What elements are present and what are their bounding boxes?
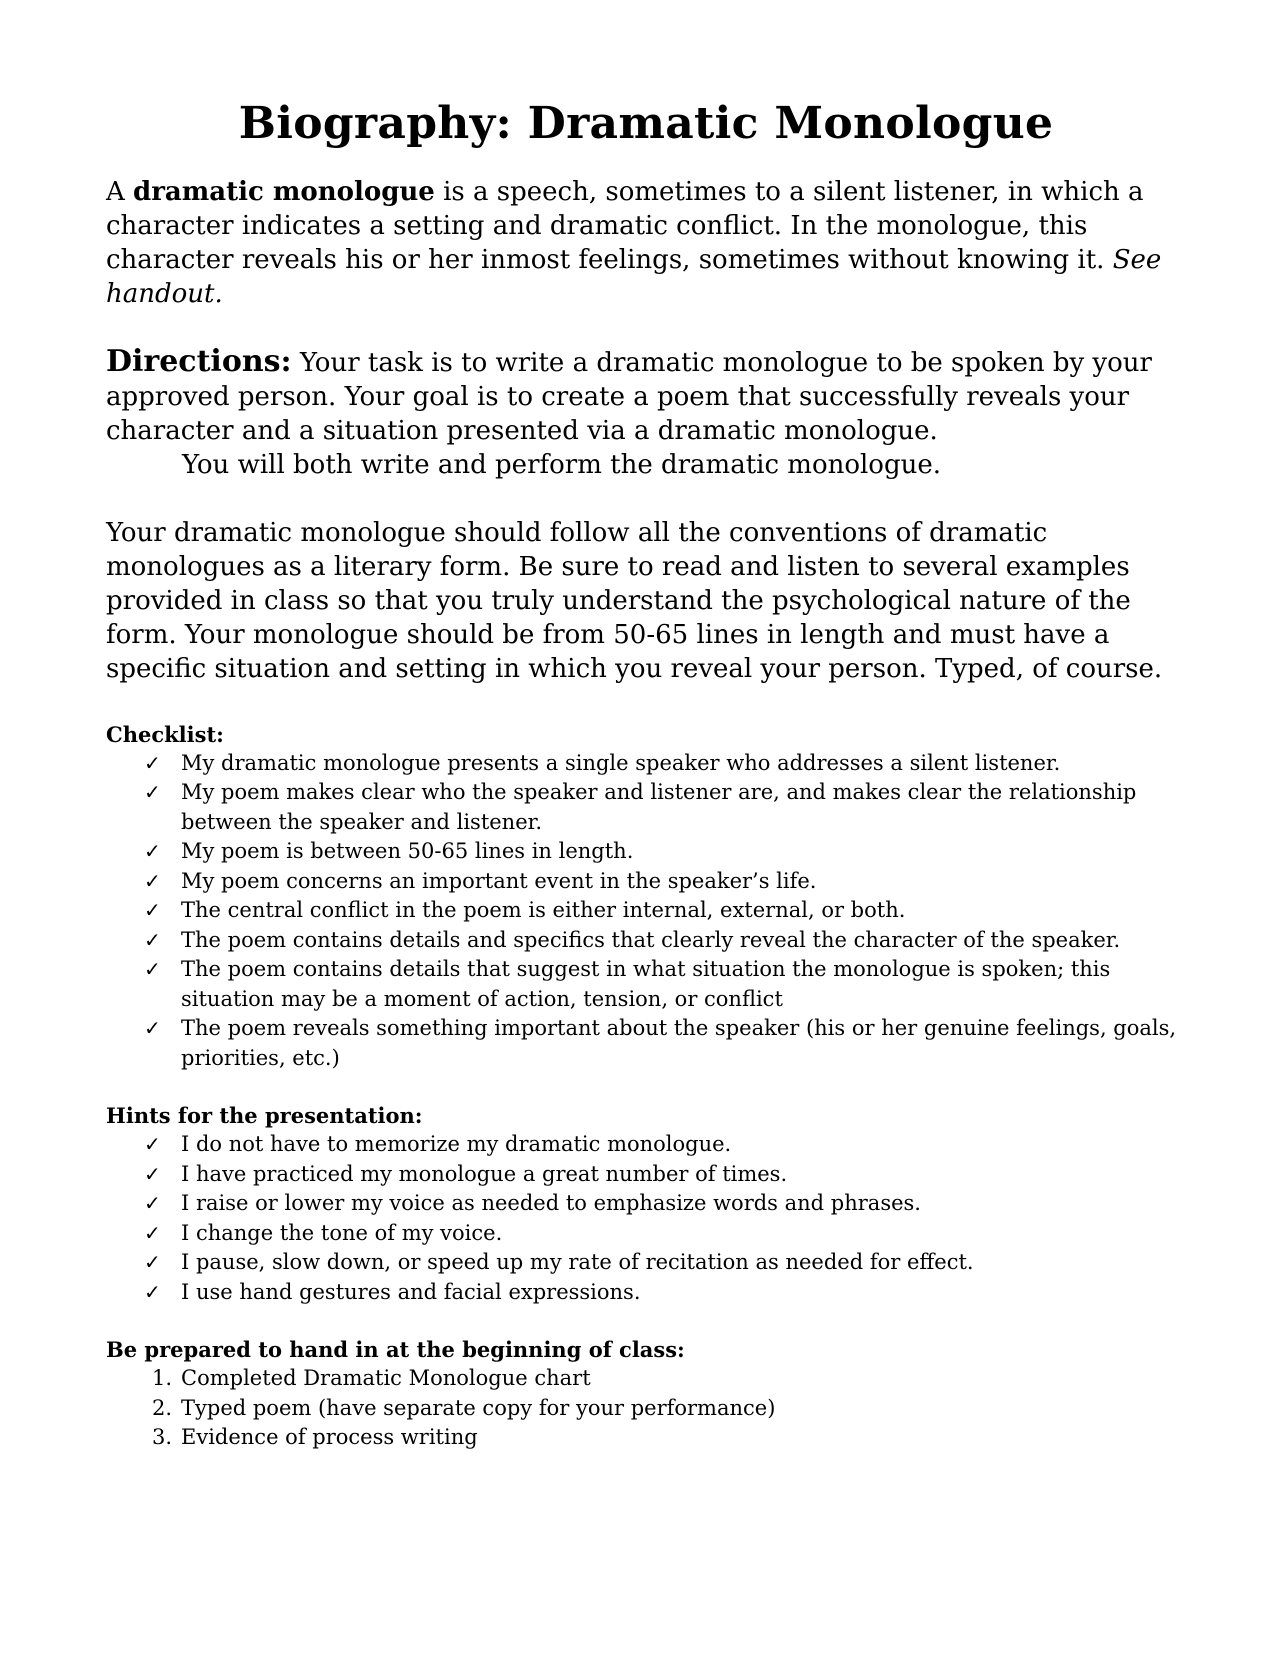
- hints-item-text: I do not have to memorize my dramatic monologue.: [181, 1132, 732, 1157]
- checklist-item: [106, 867, 1186, 897]
- check-mark-icon: ✓: [144, 1191, 161, 1216]
- hints-item: [106, 1189, 1186, 1219]
- checklist-item-text: The poem reveals something important about the speaker (his or her genuine feelings, goals, priorities, etc.): [181, 1016, 1177, 1070]
- prepare-item-number: 3.: [151, 1425, 172, 1450]
- document-page: [106, 98, 1186, 1453]
- check-mark-icon: ✓: [144, 898, 161, 923]
- page-title: Biography: Dramatic Monologue: [238, 98, 1054, 149]
- checklist-item: [106, 1014, 1186, 1073]
- hints-item-text: I use hand gestures and facial expressions.: [181, 1279, 641, 1304]
- hints-item: [106, 1130, 1186, 1160]
- prepare-item: [106, 1394, 1186, 1424]
- checklist-item: [106, 955, 1186, 1014]
- checklist-item: [106, 749, 1186, 779]
- check-mark-icon: ✓: [144, 1016, 161, 1041]
- intro-lead: A: [106, 176, 134, 207]
- checklist-item: [106, 896, 1186, 926]
- prepare-item: [106, 1423, 1186, 1453]
- checklist-heading: Checklist:: [106, 721, 224, 747]
- checklist-item-text: My poem makes clear who the speaker and listener are, and makes clear the relationship between the speaker and listener.: [181, 780, 1137, 834]
- hints-item-text: I raise or lower my voice as needed to emphasize words and phrases.: [181, 1191, 921, 1216]
- intro-term: dramatic monologue: [133, 176, 435, 207]
- hints-item-text: I change the tone of my voice.: [181, 1220, 503, 1245]
- directions-indented: You will both write and perform the dramatic monologue.: [182, 449, 942, 480]
- check-mark-icon: ✓: [144, 780, 161, 805]
- check-mark-icon: ✓: [144, 927, 161, 952]
- checklist-item-text: The poem contains details and specifics that clearly reveal the character of the speaker.: [181, 927, 1121, 952]
- checklist-item-text: My poem concerns an important event in the speaker’s life.: [181, 868, 817, 893]
- checklist-item: [106, 837, 1186, 867]
- check-mark-icon: ✓: [144, 750, 161, 775]
- prepare-heading: Be prepared to hand in at the beginning of class:: [106, 1337, 685, 1363]
- checklist-item-text: My dramatic monologue presents a single speaker who addresses a silent listener.: [181, 750, 1061, 775]
- prepare-item-number: 2.: [151, 1395, 172, 1420]
- check-mark-icon: ✓: [144, 957, 161, 982]
- hints-item: [106, 1278, 1186, 1308]
- prepare-item-number: 1.: [151, 1366, 172, 1391]
- hints-item-text: I have practiced my monologue a great number of times.: [181, 1161, 788, 1186]
- check-mark-icon: ✓: [144, 1132, 161, 1157]
- prepare-item-text: Evidence of process writing: [181, 1425, 478, 1450]
- prepare-item: [106, 1364, 1186, 1394]
- check-mark-icon: ✓: [144, 868, 161, 893]
- intro-body: is a speech, sometimes to a silent listener, in which a character indicates a setting and dramatic conflict. In the monologue, this character reveals his or her inmost feelings, sometimes without knowing it.: [106, 176, 1144, 275]
- intro-paragraph: [106, 175, 1186, 311]
- checklist-item-text: My poem is between 50-65 lines in length.: [181, 839, 634, 864]
- directions-paragraph: [106, 345, 1186, 448]
- directions-label: Directions:: [106, 343, 292, 379]
- prepare-item-text: Completed Dramatic Monologue chart: [181, 1366, 591, 1391]
- hints-list: [106, 1130, 1186, 1307]
- hints-item: [106, 1248, 1186, 1278]
- conventions-paragraph: Your dramatic monologue should follow all the conventions of dramatic monologues as a literary form. Be sure to read and listen to several examples provided in class so that you truly understand the psychological nature of the form. Your monologue should be from 50-65 lines in length and must have a specific situation and setting in which you reveal your person. Typed, of course.: [106, 517, 1163, 684]
- checklist-item-text: The central conflict in the poem is either internal, external, or both.: [181, 898, 906, 923]
- directions-body: Your task is to write a dramatic monologue to be spoken by your approved person. Your goal is to create a poem that successfully reveals your character and a situation presented via a dramatic monologue.: [106, 347, 1152, 446]
- checklist-list: [106, 749, 1186, 1074]
- check-mark-icon: ✓: [144, 1250, 161, 1275]
- hints-item: [106, 1219, 1186, 1249]
- hints-item: [106, 1160, 1186, 1190]
- check-mark-icon: ✓: [144, 1279, 161, 1304]
- checklist-item: [106, 926, 1186, 956]
- checklist-item-text: The poem contains details that suggest in what situation the monologue is spoken; this situation may be a moment of action, tension, or conflict: [181, 957, 1111, 1011]
- hints-heading: Hints for the presentation:: [106, 1103, 423, 1129]
- checklist-item: [106, 778, 1186, 837]
- prepare-list: [106, 1364, 1186, 1453]
- check-mark-icon: ✓: [144, 839, 161, 864]
- intro-note: See handout.: [106, 244, 1162, 309]
- check-mark-icon: ✓: [144, 1161, 161, 1186]
- check-mark-icon: ✓: [144, 1220, 161, 1245]
- prepare-item-text: Typed poem (have separate copy for your performance): [181, 1395, 776, 1420]
- hints-item-text: I pause, slow down, or speed up my rate of recitation as needed for effect.: [181, 1250, 974, 1275]
